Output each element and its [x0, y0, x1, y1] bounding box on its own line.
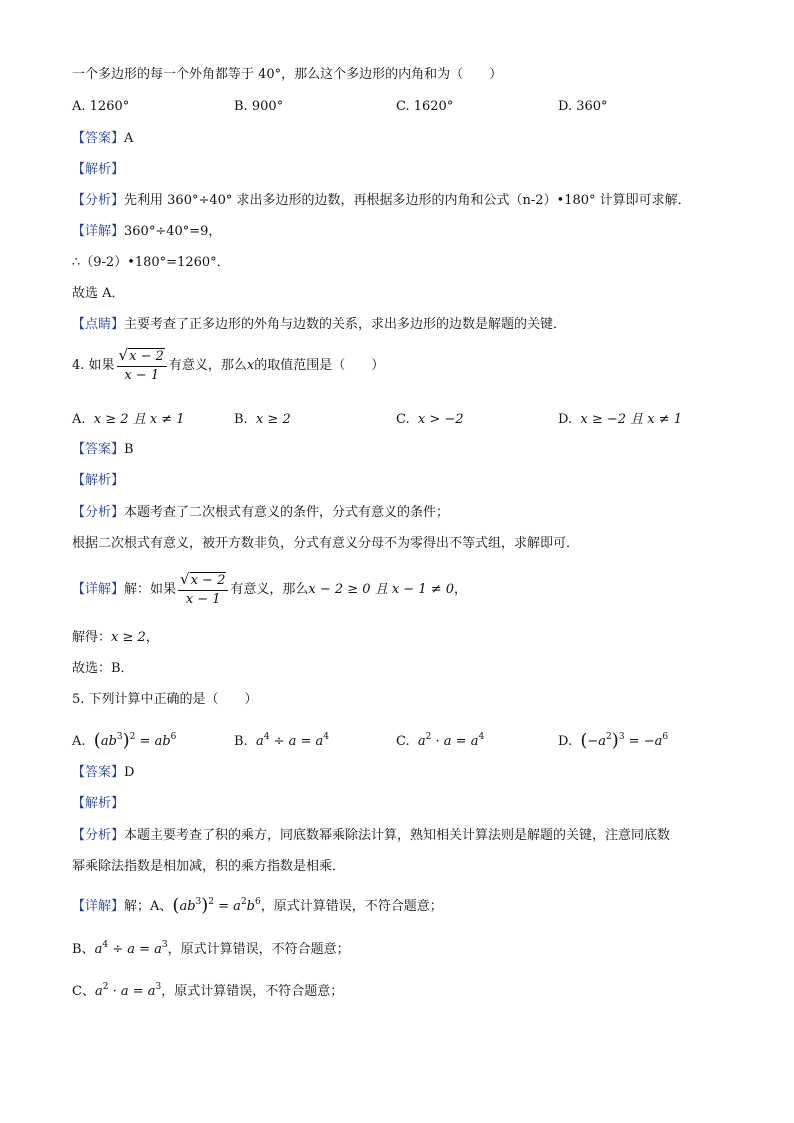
q5-xiangjie-c: C、$a^2 \cdot a = a^3$，原式计算错误，不符合题意； [72, 982, 344, 999]
q3-option-a: A. 1260° [72, 99, 130, 114]
q3-option-c: C. 1620° [396, 99, 454, 114]
q4-guxuan: 故选：B． [72, 661, 134, 676]
q5-answer: 【答案】D [72, 765, 135, 780]
q3-jiexi: 【解析】 [72, 162, 125, 177]
q4-xiangjie-fraction: $\frac{√x - 2}{x - 1}$ [178, 570, 228, 609]
q5-option-d: D. $(-a^2)^3 = -a^6$ [558, 730, 669, 751]
q5-stem: 5. 下列计算中正确的是（ ） [72, 692, 258, 707]
q4-fraction: $\frac{√x - 2}{x - 1}$ [117, 346, 167, 385]
q3-dianjing: 【点睛】主要考查了正多边形的外角与边数的关系，求出多边形的边数是解题的关键． [72, 317, 567, 332]
q5-jiexi: 【解析】 [72, 796, 125, 811]
q3-option-d: D. 360° [558, 99, 608, 114]
q3-xiangjie: 【详解】360°÷40°=9， [72, 224, 222, 239]
q3-options [72, 96, 722, 118]
q4-option-c: C. x > −2 [396, 412, 464, 427]
q4-stem: 4. 如果 $\frac{√x - 2}{x - 1}$ 有意义，那么x的取值范围是（ ） [72, 346, 385, 383]
q4-fenxi: 【分析】本题考查了二次根式有意义的条件，分式有意义的条件； [72, 505, 450, 520]
q4-fenxi2: 根据二次根式有意义，被开方数非负，分式有意义分母不为零得出不等式组，求解即可． [72, 536, 580, 551]
q4-option-b: B. x ≥ 2 [234, 412, 291, 427]
q5-fenxi2: 幂乘除法指数是相加减，积的乘方指数是相乘． [72, 859, 346, 874]
q4-jiexi: 【解析】 [72, 473, 125, 488]
q4-answer: 【答案】B [72, 442, 134, 457]
q4-solve: 解得：x ≥ 2， [72, 630, 159, 645]
q5-option-a: A. $(ab^3)^2 = ab^6$ [72, 730, 177, 751]
q3-answer: 【答案】A [72, 131, 134, 146]
q3-fenxi: 【分析】先利用 360°÷40° 求出多边形的边数，再根据多边形的内角和公式（n-2）•180° 计算即可求解． [72, 193, 691, 208]
q4-xiangjie: 【详解】解：如果 $\frac{√x - 2}{x - 1}$ 有意义，那么x − 2 ≥ 0 且 x − 1 ≠ 0， [72, 570, 468, 607]
q4-option-a: A. x ≥ 2 且 x ≠ 1 [72, 412, 185, 427]
q3-stem: 一个多边形的每一个外角都等于 40°，那么这个多边形的内角和为（ ） [72, 67, 503, 82]
q5-options [72, 726, 722, 751]
q3-option-b: B. 900° [234, 99, 284, 114]
q5-xiangjie-b: B、$a^4 \div a = a^3$，原式计算错误，不符合题意； [72, 940, 350, 957]
q3-guxuan: 故选 A． [72, 286, 125, 301]
q3-step2: ∴（9-2）•180°=1260°． [72, 255, 230, 270]
q5-xiangjie-a: 【详解】解；A、$(ab^3)^2 = a^2b^6$，原式计算错误，不符合题意； [72, 895, 443, 916]
q5-option-b: B. $a^4 \div a = a^4$ [234, 732, 330, 749]
q5-fenxi: 【分析】本题主要考查了积的乘方，同底数幂乘除法计算，熟知相关计算法则是解题的关键，注意同底数 [72, 828, 671, 843]
q4-options [72, 409, 722, 431]
q5-option-c: C. $a^2 \cdot a = a^4$ [396, 732, 485, 749]
q4-option-d: D. x ≥ −2 且 x ≠ 1 [558, 412, 683, 427]
